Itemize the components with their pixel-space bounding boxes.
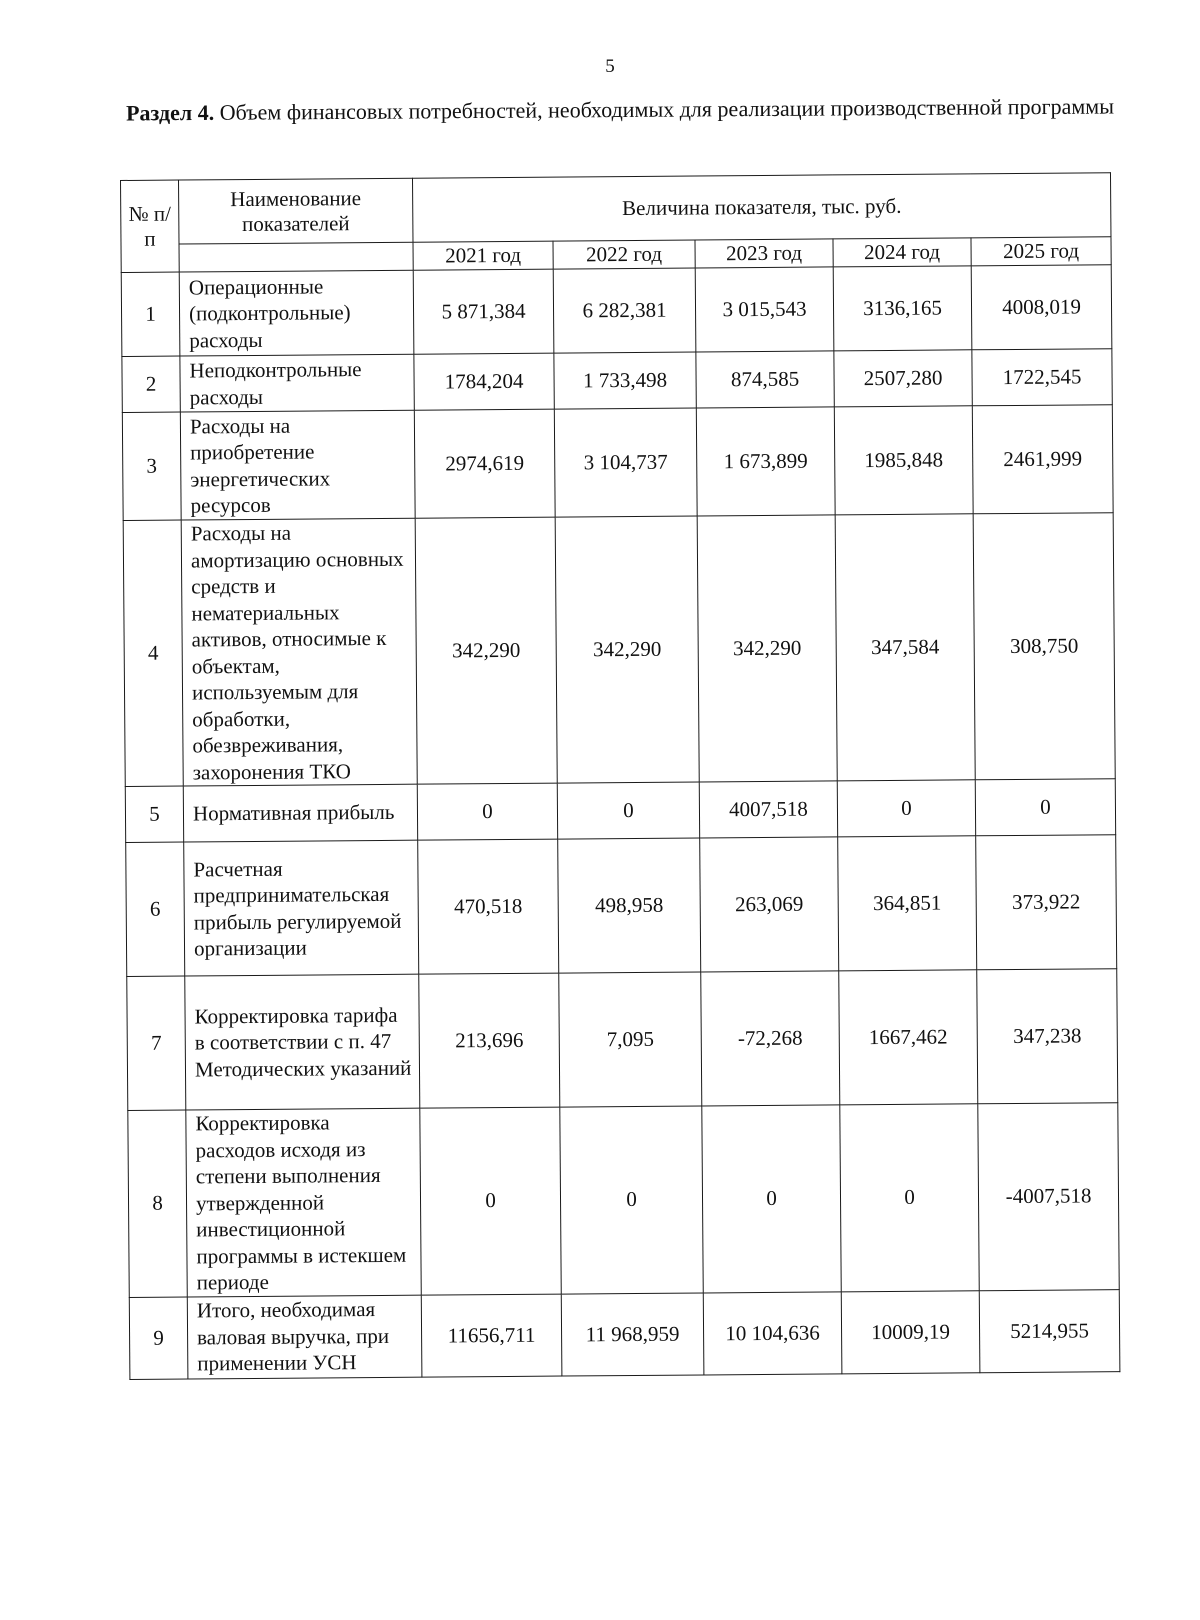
row-number: 6 xyxy=(126,842,185,976)
row-number: 9 xyxy=(129,1297,188,1379)
row-value: 4008,019 xyxy=(971,265,1112,350)
row-number: 4 xyxy=(123,520,183,786)
row-number: 2 xyxy=(122,356,180,412)
row-name: Корректировка тарифа в соответствии с п. 47 Методических указаний xyxy=(185,974,420,1110)
row-value: 213,696 xyxy=(419,973,560,1108)
header-year: 2023 год xyxy=(695,239,833,268)
row-value: 342,290 xyxy=(697,515,837,782)
row-name: Расчетная предпринимательская прибыль регулируемой организации xyxy=(184,840,419,976)
row-value: 11656,711 xyxy=(421,1294,562,1377)
row-value: 0 xyxy=(702,1105,841,1293)
row-name: Итого, необходимая валовая выручка, при применении УСН xyxy=(187,1295,422,1379)
row-value: 11 968,959 xyxy=(561,1292,704,1375)
row-value: 6 282,381 xyxy=(553,268,696,353)
row-value: 373,922 xyxy=(976,835,1117,970)
row-value: 1 733,498 xyxy=(554,352,696,409)
row-number: 5 xyxy=(125,786,183,842)
row-value: 3 015,543 xyxy=(695,267,834,352)
section-title-label: Раздел 4. xyxy=(125,99,215,126)
row-value: 1784,204 xyxy=(414,353,554,410)
header-name-empty-cell xyxy=(179,242,413,272)
row-value: 0 xyxy=(417,783,557,840)
row-name: Расходы на амортизацию основных средств и нематериальных активов, относимые к объектам, используемым для обработки, обезвреживания, захоронения ТКО xyxy=(181,518,417,786)
section-title xyxy=(120,93,1120,128)
table-row xyxy=(123,513,1115,787)
row-value: 2461,999 xyxy=(972,405,1113,514)
header-num: № п/п xyxy=(121,180,180,272)
header-year: 2025 год xyxy=(971,237,1111,266)
table-row xyxy=(121,265,1112,357)
header-year: 2021 год xyxy=(413,241,553,270)
row-value: 5214,955 xyxy=(979,1289,1120,1372)
row-name: Расходы на приобретение энергетических ресурсов xyxy=(180,410,415,520)
row-value: 3136,165 xyxy=(833,266,972,351)
row-value: 364,851 xyxy=(838,836,977,971)
row-value: 1 673,899 xyxy=(696,407,835,516)
row-value: 3 104,737 xyxy=(554,408,697,517)
row-value: 2507,280 xyxy=(834,350,972,407)
row-value: -72,268 xyxy=(701,971,840,1106)
header-value-group: Величина показателя, тыс. руб. xyxy=(412,173,1111,242)
table-row xyxy=(126,835,1117,977)
row-value: 874,585 xyxy=(696,351,834,408)
row-value: 0 xyxy=(837,780,975,837)
row-value: 308,750 xyxy=(973,513,1115,780)
section-title-text: Объем финансовых потребностей, необходимых для реализации производственной программы xyxy=(219,93,1115,125)
row-value: 0 xyxy=(975,779,1115,836)
page-number: 5 xyxy=(605,56,615,77)
header-name: Наименование показателей xyxy=(179,178,413,244)
header-year: 2022 год xyxy=(553,240,695,269)
row-number: 1 xyxy=(121,272,180,356)
row-name: Операционные (подконтрольные) расходы xyxy=(179,270,414,356)
header-year: 2024 год xyxy=(833,238,971,267)
row-value: 1985,848 xyxy=(834,406,973,515)
row-value: 10 104,636 xyxy=(703,1291,842,1374)
row-name: Неподконтрольные расходы xyxy=(180,354,414,412)
financial-needs-table xyxy=(120,172,1120,1379)
row-value: 470,518 xyxy=(418,839,559,974)
row-value: 347,238 xyxy=(977,969,1118,1104)
row-value: 342,290 xyxy=(415,517,557,784)
row-value: 4007,518 xyxy=(699,781,837,838)
row-value: 0 xyxy=(840,1104,979,1292)
row-number: 8 xyxy=(128,1110,187,1297)
row-number: 7 xyxy=(127,976,186,1110)
row-value: 347,584 xyxy=(835,514,975,781)
row-value: 5 871,384 xyxy=(413,269,554,354)
row-value: 0 xyxy=(557,782,699,839)
row-value: 1667,462 xyxy=(839,970,978,1105)
row-value: 498,958 xyxy=(558,838,701,973)
row-value: 263,069 xyxy=(700,837,839,972)
table-row xyxy=(129,1289,1120,1379)
row-value: 342,290 xyxy=(555,516,699,783)
row-value: 2974,619 xyxy=(414,409,555,518)
row-value: 0 xyxy=(420,1107,561,1295)
row-value: 1722,545 xyxy=(972,349,1112,406)
table-row xyxy=(122,405,1113,521)
row-value: -4007,518 xyxy=(978,1103,1119,1291)
row-name: Корректировка расходов исходя из степени выполнения утвержденной инвестиционной программы в истекшем периоде xyxy=(186,1108,421,1296)
row-number: 3 xyxy=(122,412,181,520)
row-value: 10009,19 xyxy=(841,1290,980,1373)
table-row xyxy=(128,1103,1119,1297)
row-name: Нормативная прибыль xyxy=(183,784,417,842)
table-row xyxy=(127,969,1118,1111)
row-value: 7,095 xyxy=(559,972,702,1107)
row-value: 0 xyxy=(560,1106,703,1294)
table-row xyxy=(122,349,1112,413)
table-row xyxy=(125,779,1115,843)
